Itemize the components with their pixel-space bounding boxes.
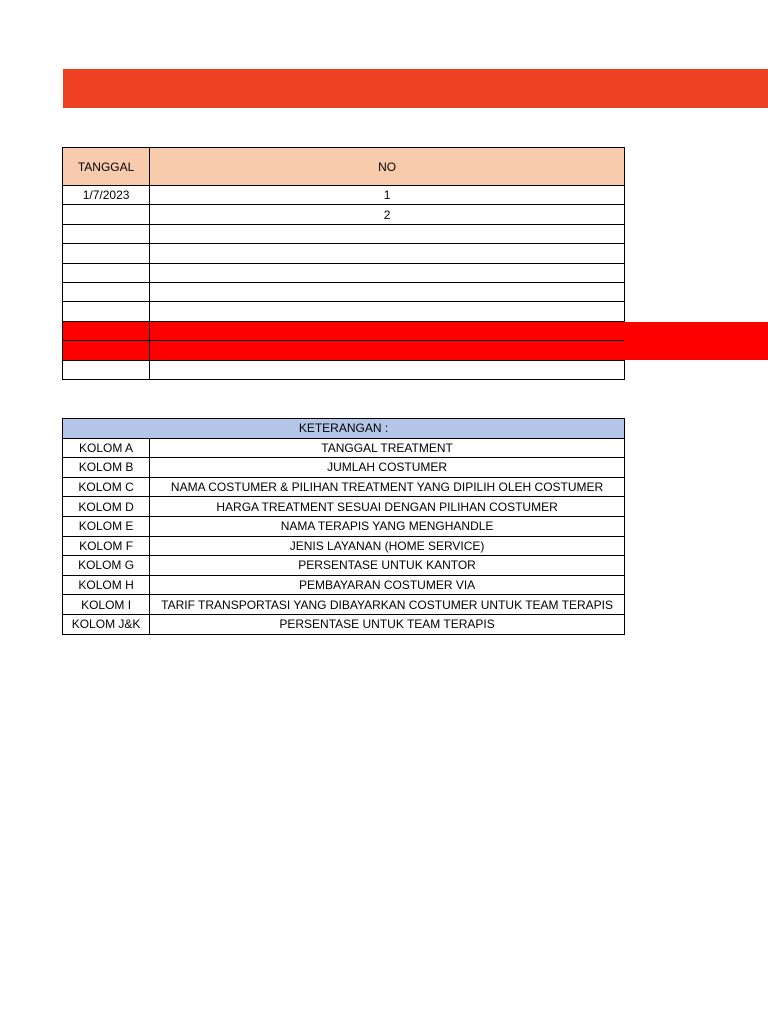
legend-kolom[interactable]: KOLOM C [63,477,150,497]
legend-desc[interactable]: PERSENTASE UNTUK KANTOR [150,556,625,576]
cell-no[interactable] [150,282,625,301]
legend-kolom[interactable]: KOLOM B [63,458,150,478]
table-row [63,186,625,205]
header-tanggal[interactable]: TANGGAL [63,148,150,186]
legend-row [63,614,625,634]
data-table [62,147,625,380]
cell-tanggal[interactable] [63,205,150,224]
cell-tanggal[interactable] [63,224,150,243]
legend-row [63,516,625,536]
table-row-highlighted [63,321,625,340]
cell-tanggal[interactable]: 1/7/2023 [63,186,150,205]
legend-desc[interactable]: TARIF TRANSPORTASI YANG DIBAYARKAN COSTUMER UNTUK TEAM TERAPIS [150,595,625,615]
legend-kolom[interactable]: KOLOM J&K [63,614,150,634]
table-row [63,263,625,282]
table-row [63,302,625,321]
table-row [63,244,625,263]
legend-kolom[interactable]: KOLOM A [63,438,150,458]
header-no[interactable]: NO [150,148,625,186]
cell-no[interactable] [150,302,625,321]
table-row [63,205,625,224]
table-row [63,360,625,379]
cell-no[interactable] [150,360,625,379]
legend-header-row [63,419,625,439]
cell-no[interactable] [150,341,625,360]
top-banner [63,69,768,108]
legend-desc[interactable]: PEMBAYARAN COSTUMER VIA [150,575,625,595]
legend-desc[interactable]: JENIS LAYANAN (HOME SERVICE) [150,536,625,556]
legend-kolom[interactable]: KOLOM D [63,497,150,517]
cell-no[interactable] [150,263,625,282]
legend-kolom[interactable]: KOLOM I [63,595,150,615]
cell-tanggal[interactable] [63,341,150,360]
cell-no[interactable] [150,224,625,243]
legend-desc[interactable]: NAMA TERAPIS YANG MENGHANDLE [150,516,625,536]
legend-row [63,458,625,478]
legend-kolom[interactable]: KOLOM H [63,575,150,595]
legend-desc[interactable]: TANGGAL TREATMENT [150,438,625,458]
cell-no[interactable] [150,321,625,340]
cell-no[interactable] [150,244,625,263]
cell-no[interactable]: 2 [150,205,625,224]
legend-desc[interactable]: PERSENTASE UNTUK TEAM TERAPIS [150,614,625,634]
cell-tanggal[interactable] [63,321,150,340]
data-table-header-row [63,148,625,186]
legend-kolom[interactable]: KOLOM F [63,536,150,556]
legend-row [63,575,625,595]
table-row-highlighted [63,341,625,360]
legend-desc[interactable]: NAMA COSTUMER & PILIHAN TREATMENT YANG DIPILIH OLEH COSTUMER [150,477,625,497]
legend-kolom[interactable]: KOLOM G [63,556,150,576]
cell-no[interactable]: 1 [150,186,625,205]
legend-desc[interactable]: HARGA TREATMENT SESUAI DENGAN PILIHAN COSTUMER [150,497,625,517]
cell-tanggal[interactable] [63,263,150,282]
legend-desc[interactable]: JUMLAH COSTUMER [150,458,625,478]
legend-row [63,438,625,458]
legend-table [62,418,625,635]
red-row-extension [624,322,768,360]
legend-row [63,477,625,497]
legend-title[interactable]: KETERANGAN : [63,419,625,439]
legend-row [63,595,625,615]
cell-tanggal[interactable] [63,282,150,301]
table-row [63,282,625,301]
cell-tanggal[interactable] [63,244,150,263]
legend-row [63,556,625,576]
legend-row [63,536,625,556]
cell-tanggal[interactable] [63,302,150,321]
cell-tanggal[interactable] [63,360,150,379]
table-row [63,224,625,243]
legend-row [63,497,625,517]
legend-kolom[interactable]: KOLOM E [63,516,150,536]
